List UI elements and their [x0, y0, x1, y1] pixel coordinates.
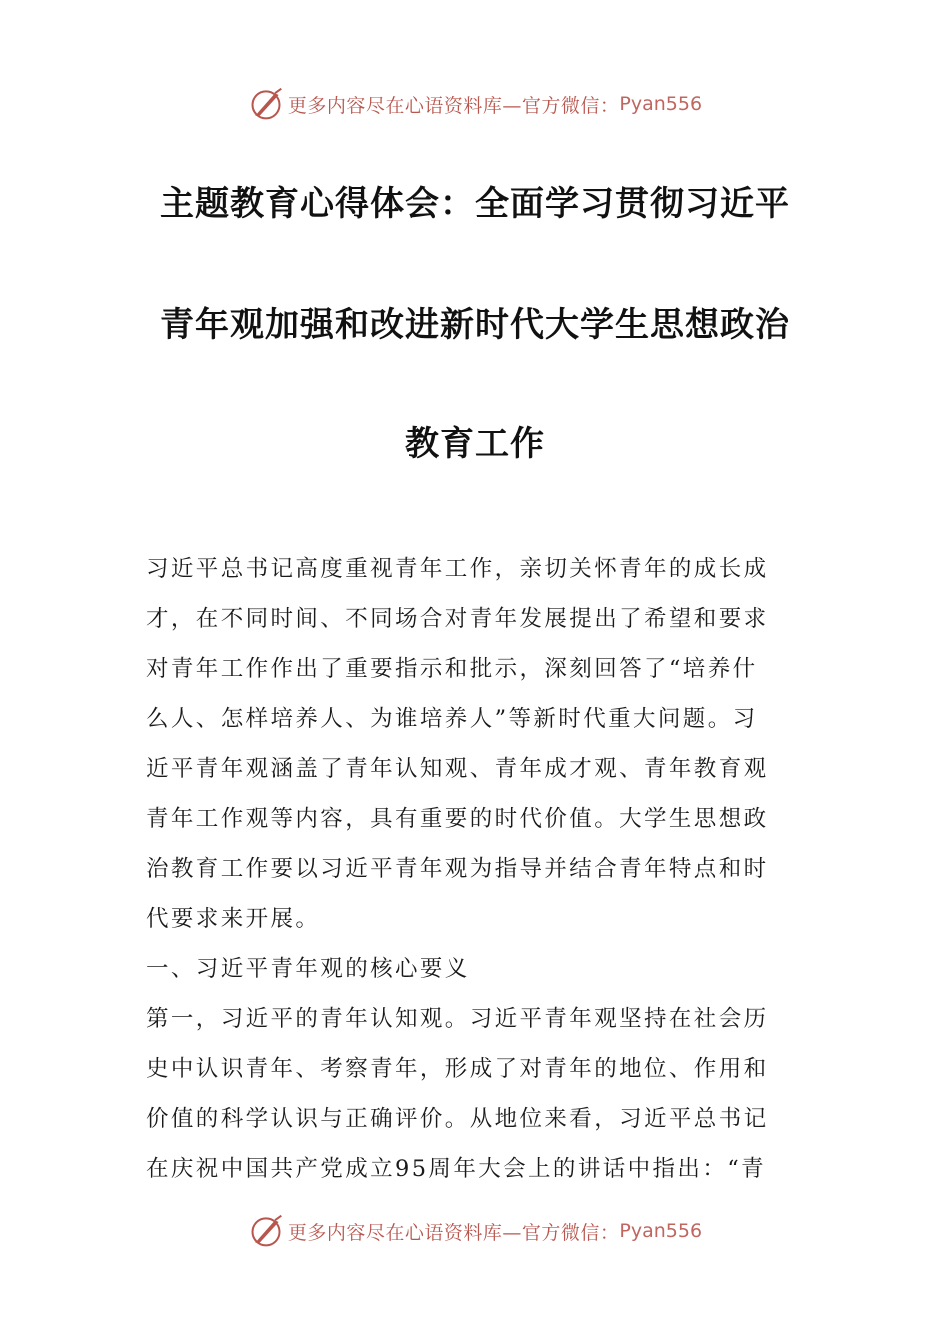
- paragraph-line: 才，在不同时间、不同场合对青年发展提出了希望和要求: [146, 606, 769, 632]
- paragraph-line: 青年工作观等内容，具有重要的时代价值。大学生思想政: [146, 806, 769, 832]
- watermark-text: 更多内容尽在心语资料库—官方微信：: [287, 1221, 620, 1244]
- paragraph-line: 在庆祝中国共产党成立95周年大会上的讲话中指出：“青: [146, 1156, 767, 1182]
- document-title-line-1: 主题教育心得体会：全面学习贯彻习近平: [160, 184, 790, 224]
- paragraph-line: 代要求来开展。: [146, 906, 321, 932]
- section-heading: [146, 944, 810, 994]
- section-heading-text: 一、习近平青年观的核心要义: [146, 956, 470, 982]
- quill-pen-icon: [248, 86, 284, 122]
- paragraph-line: 价值的科学认识与正确评价。从地位来看，习近平总书记: [146, 1106, 769, 1132]
- paragraph-line: 史中认识青年、考察青年，形成了对青年的地位、作用和: [146, 1056, 769, 1082]
- watermark-wechat-id: Pyan556: [619, 1220, 703, 1242]
- paragraph-line: 治教育工作要以习近平青年观为指导并结合青年特点和时: [146, 856, 769, 882]
- intro-paragraph: [146, 544, 810, 944]
- paragraph-line: 对青年工作作出了重要指示和批示，深刻回答了“培养什: [146, 656, 758, 682]
- document-title-line-3: 教育工作: [405, 424, 545, 464]
- section-paragraph: [146, 994, 810, 1194]
- quill-pen-icon: [248, 1213, 284, 1249]
- watermark-header: [0, 84, 950, 124]
- document-title-line-2: 青年观加强和改进新时代大学生思想政治: [160, 305, 790, 345]
- paragraph-line: 近平青年观涵盖了青年认知观、青年成才观、青年教育观: [146, 756, 769, 782]
- paragraph-line: 第一，习近平的青年认知观。习近平青年观坚持在社会历: [146, 1006, 769, 1032]
- watermark-footer: [0, 1211, 950, 1251]
- watermark-text: 更多内容尽在心语资料库—官方微信：: [287, 94, 620, 117]
- paragraph-line: 习近平总书记高度重视青年工作，亲切关怀青年的成长成: [146, 556, 769, 582]
- paragraph-line: 么人、怎样培养人、为谁培养人”等新时代重大问题。习: [146, 706, 758, 732]
- watermark-wechat-id: Pyan556: [619, 93, 703, 115]
